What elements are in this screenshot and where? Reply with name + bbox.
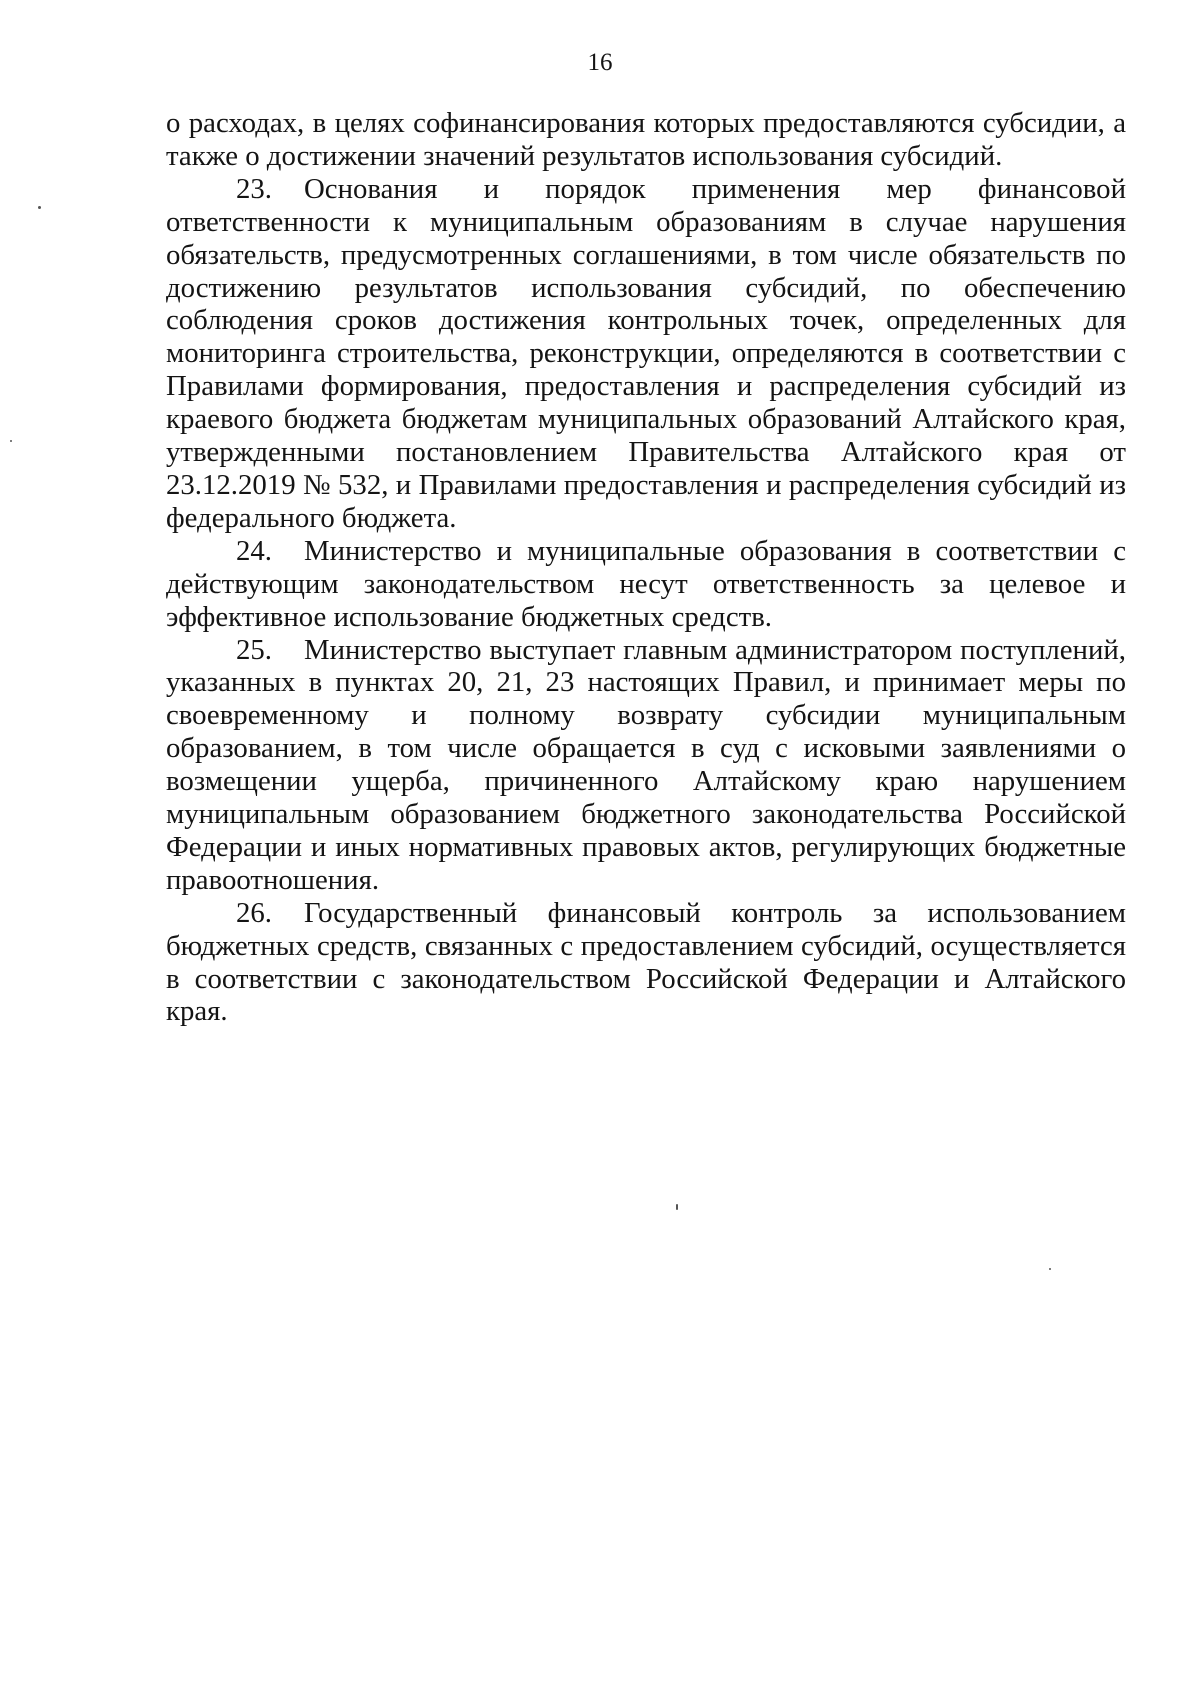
continuation-paragraph: о расходах, в целях софинансирования которых предоставляются субсидии, а также о достижении значений результатов использования субсидий. (166, 107, 1126, 172)
point-26 (166, 897, 1126, 1029)
scan-speck (676, 1204, 678, 1210)
scan-speck (38, 206, 41, 209)
point-23 (166, 173, 1126, 535)
page-number: 16 (587, 49, 613, 76)
point-number: 25. (236, 633, 272, 666)
point-text: Министерство выступает главным администратором поступлений, указанных в пунктах 20, 21, 23 настоящих Правил, и принимает меры по своевременному и полному возврату субсидии муниципальным образованием, в том числе обращается в суд с исковыми заявлениями о возмещении ущерба, причиненного Алтайскому краю нарушением муниципальным образованием бюджетного законодательства Российской Федерации и иных нормативных правовых актов, регулирующих бюджетные правоотношения. (166, 633, 1126, 896)
point-text: Государственный финансовый контроль за использованием бюджетных средств, связанных с предоставлением субсидий, осуществляется в соответствии с законодательством Российской Федерации и Алтайского края. (166, 896, 1126, 1028)
scan-speck (1049, 1268, 1051, 1270)
point-24 (166, 535, 1126, 634)
document-body (166, 107, 1126, 1028)
point-text: Основания и порядок применения мер финансовой ответственности к муниципальным образованиям в случае нарушения обязательств, предусмотренных соглашениями, в том числе обязательств по достижению результатов использования субсидий, по обеспечению соблюдения сроков достижения контрольных точек, определенных для мониторинга строительства, реконструкции, определяются в соответствии с Правилами формирования, предоставления и распределения субсидий из краевого бюджета бюджетам муниципальных образований Алтайского края, утвержденными постановлением Правительства Алтайского края от 23.12.2019 № 532, и Правилами предоставления и распределения субсидий из федерального бюджета. (166, 172, 1126, 534)
point-25 (166, 634, 1126, 897)
point-text: Министерство и муниципальные образования в соответствии с действующим законодательством несут ответственность за целевое и эффективное использование бюджетных средств. (166, 534, 1126, 633)
point-number: 26. (236, 896, 272, 929)
scan-speck (10, 440, 12, 442)
point-number: 23. (236, 172, 272, 205)
point-number: 24. (236, 534, 272, 567)
